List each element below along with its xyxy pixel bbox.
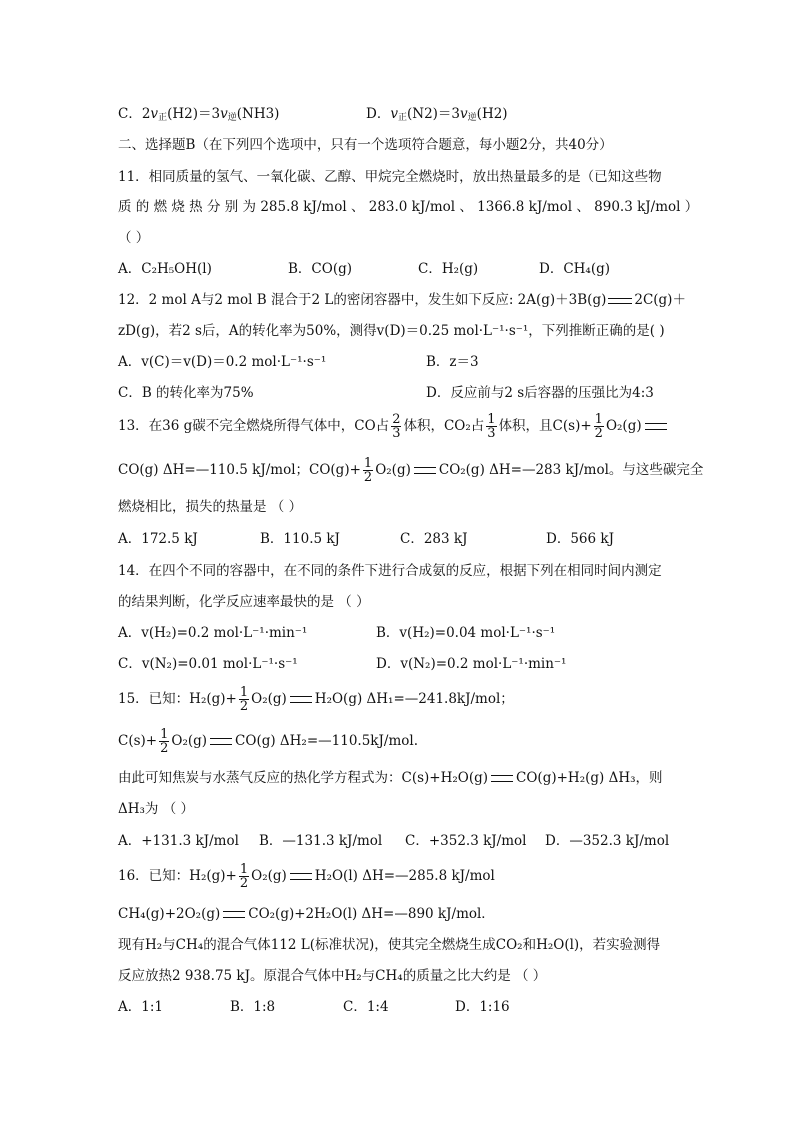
fraction	[486, 413, 496, 440]
q10-d-text: (N2)＝3	[406, 106, 461, 122]
q15-line2-b: O₂(g)	[171, 733, 208, 749]
fraction-den: 2	[239, 876, 249, 891]
q10-d-text2: (H2)	[476, 106, 508, 122]
q14-option-a: A．v(H₂)=0.2 mol·L⁻¹·min⁻¹	[118, 625, 308, 641]
q11-paren: （ ）	[118, 230, 150, 246]
fraction	[391, 413, 401, 440]
fraction-num: 1	[594, 412, 603, 427]
q15-line1-a: 15．已知：H₂(g)+	[118, 691, 237, 707]
q11-line2: 质 的 燃 烧 热 分 别 为 285.8 kJ/mol 、 283.0 kJ/mol 、 1366.8 kJ/mol 、 890.3 kJ/mol ）	[118, 199, 699, 215]
q10-c-label: C．2	[118, 106, 151, 122]
fraction-num: 1	[487, 412, 496, 427]
q12-line1	[118, 291, 686, 309]
equals-arrow-icon	[414, 467, 436, 474]
q14-option-c: C．v(N₂)=0.01 mol·L⁻¹·s⁻¹	[118, 656, 298, 672]
fraction-num: 1	[160, 727, 169, 742]
q13-text-2: 体积，CO₂占	[403, 418, 485, 434]
q15-line1	[118, 684, 514, 714]
q15-line2	[118, 726, 418, 756]
q14-line1: 14．在四个不同的容器中，在不同的条件下进行合成氨的反应，根据下列在相同时间内测定	[118, 563, 662, 579]
section-heading: 二、选择题B（在下列四个选项中，只有一个选项符合题意，每小题2分，共40分）	[118, 137, 613, 153]
q16-option-a: A．1:1	[118, 999, 163, 1015]
q16-line1-a: 16．已知：H₂(g)+	[118, 868, 237, 884]
q10-d-label: D．	[366, 106, 391, 122]
fraction-num: 2	[392, 412, 401, 427]
fraction-num: 1	[239, 685, 249, 700]
fraction	[159, 728, 169, 755]
q15-line3-b: CO(g)+H₂(g) ΔH₃，则	[516, 770, 663, 786]
q11-option-b: B．CO(g)	[288, 261, 352, 277]
q13-option-b: B．110.5 kJ	[260, 531, 340, 547]
q13-option-a: A．172.5 kJ	[118, 531, 198, 547]
q16-line1-b: O₂(g)	[251, 868, 287, 884]
q13-line3: 燃烧相比，损失的热量是 （ ）	[118, 499, 303, 515]
q14-option-d: D．v(N₂)=0.2 mol·L⁻¹·min⁻¹	[376, 656, 567, 672]
equals-arrow-icon	[645, 423, 667, 430]
q12-line1-tail: 2C(g)＋	[634, 292, 686, 308]
q16-line1	[118, 861, 495, 891]
q13-line1	[118, 411, 670, 441]
fraction-den: 2	[160, 741, 169, 756]
q14-line2: 的结果判断，化学反应速率最快的是 （ ）	[118, 594, 370, 610]
q13-text-3: 体积，且C(s)+	[498, 418, 592, 434]
q15-line1-b: O₂(g)	[251, 691, 287, 707]
fraction-num: 1	[363, 456, 373, 471]
q13-text-4: O₂(g)	[605, 418, 642, 434]
fraction-den: 3	[392, 426, 401, 441]
q13-line2	[118, 455, 703, 485]
q15-line1-c: H₂O(g) ΔH₁=—241.8kJ/mol；	[314, 691, 514, 707]
q12-line1-text: 12．2 mol A与2 mol B 混合于2 L的密闭容器中，发生如下反应: 2A(g)＋3B(g)	[118, 292, 607, 308]
q15-line3	[118, 769, 663, 787]
q16-line3: 现有H₂与CH₄的混合气体112 L(标准状况)，使其完全燃烧生成CO₂和H₂O(l)，若实验测得	[118, 937, 661, 953]
q16-line1-c: H₂O(l) ΔH=—285.8 kJ/mol	[314, 868, 495, 884]
q12-option-a: A．v(C)＝v(D)＝0.2 mol·L⁻¹·s⁻¹	[118, 354, 327, 370]
q15-option-d: D．—352.3 kJ/mol	[545, 833, 670, 849]
q16-line2	[118, 905, 495, 923]
q15-line4: ΔH₃为 （ ）	[118, 801, 195, 817]
equals-arrow-icon	[290, 696, 312, 703]
q15-line3-a: 由此可知焦炭与水蒸气反应的热化学方程式为：C(s)+H₂O(g)	[118, 770, 489, 786]
q16-option-b: B．1:8	[230, 999, 276, 1015]
q16-option-d: D．1:16	[455, 999, 510, 1015]
q16-option-c: C．1:4	[343, 999, 389, 1015]
q15-line2-a: C(s)+	[118, 733, 158, 749]
q12-option-c: C．B 的转化率为75%	[118, 385, 254, 401]
reversible-arrow-icon	[608, 297, 632, 305]
fraction-num: 1	[239, 862, 249, 877]
q12-option-b: B．z＝3	[426, 354, 479, 370]
fraction-den: 2	[239, 699, 249, 714]
q13-line2-a: CO(g) ΔH=—110.5 kJ/mol；CO(g)+	[118, 462, 361, 478]
fraction	[594, 413, 604, 440]
q11-option-a: A．C₂H₅OH(l)	[118, 261, 212, 277]
q13-option-c: C．283 kJ	[400, 531, 468, 547]
q10-option-c: C．$2v_正(H2)=3v_逆(NH3)$	[118, 106, 280, 123]
equals-arrow-icon	[210, 738, 232, 745]
fraction	[239, 863, 249, 890]
fraction-den: 2	[594, 426, 603, 441]
fraction	[363, 457, 373, 484]
q15-option-c: C．+352.3 kJ/mol	[405, 833, 527, 849]
q16-line2-a: CH₄(g)+2O₂(g)	[118, 906, 221, 922]
q13-line2-b: O₂(g)	[375, 462, 411, 478]
q15-line2-c: CO(g) ΔH₂=—110.5kJ/mol.	[235, 733, 418, 749]
q16-line2-b: CO₂(g)+2H₂O(l) ΔH=—890 kJ/mol．	[248, 906, 495, 922]
q10-c-text: (H2)＝3	[167, 106, 221, 122]
q12-line2: zD(g)，若2 s后，A的转化率为50%，测得v(D)＝0.25 mol·L⁻¹·s⁻¹，下列推断正确的是( )	[118, 323, 665, 339]
q11-option-c: C．H₂(g)	[418, 261, 479, 277]
equals-arrow-icon	[491, 775, 513, 782]
equals-arrow-icon	[223, 911, 245, 918]
q13-line2-c: CO₂(g) ΔH=—283 kJ/mol。与这些碳完全	[438, 462, 704, 478]
q14-option-b: B．v(H₂)=0.04 mol·L⁻¹·s⁻¹	[376, 625, 556, 641]
q15-option-b: B．—131.3 kJ/mol	[259, 833, 383, 849]
fraction-den: 3	[487, 426, 496, 441]
q12-option-d: D．反应前与2 s后容器的压强比为4:3	[426, 385, 654, 401]
equals-arrow-icon	[290, 873, 312, 880]
q10-option-d: D．$v_正(N2)=3v_逆(H2)$	[366, 106, 508, 123]
q11-line1: 11．相同质量的氢气、一氧化碳、乙醇、甲烷完全燃烧时，放出热量最多的是（已知这些物	[118, 169, 662, 185]
q11-option-d: D．CH₄(g)	[539, 261, 611, 277]
fraction	[239, 686, 249, 713]
q13-option-d: D．566 kJ	[546, 531, 614, 547]
q15-option-a: A．+131.3 kJ/mol	[118, 833, 239, 849]
q10-c-text2: (NH3)	[236, 106, 280, 122]
q13-text-1: 13．在36 g碳不完全燃烧所得气体中，CO占	[118, 418, 390, 434]
fraction-den: 2	[363, 470, 373, 485]
q16-line4: 反应放热2 938.75 kJ。原混合气体中H₂与CH₄的质量之比大约是 （ ）	[118, 968, 547, 984]
